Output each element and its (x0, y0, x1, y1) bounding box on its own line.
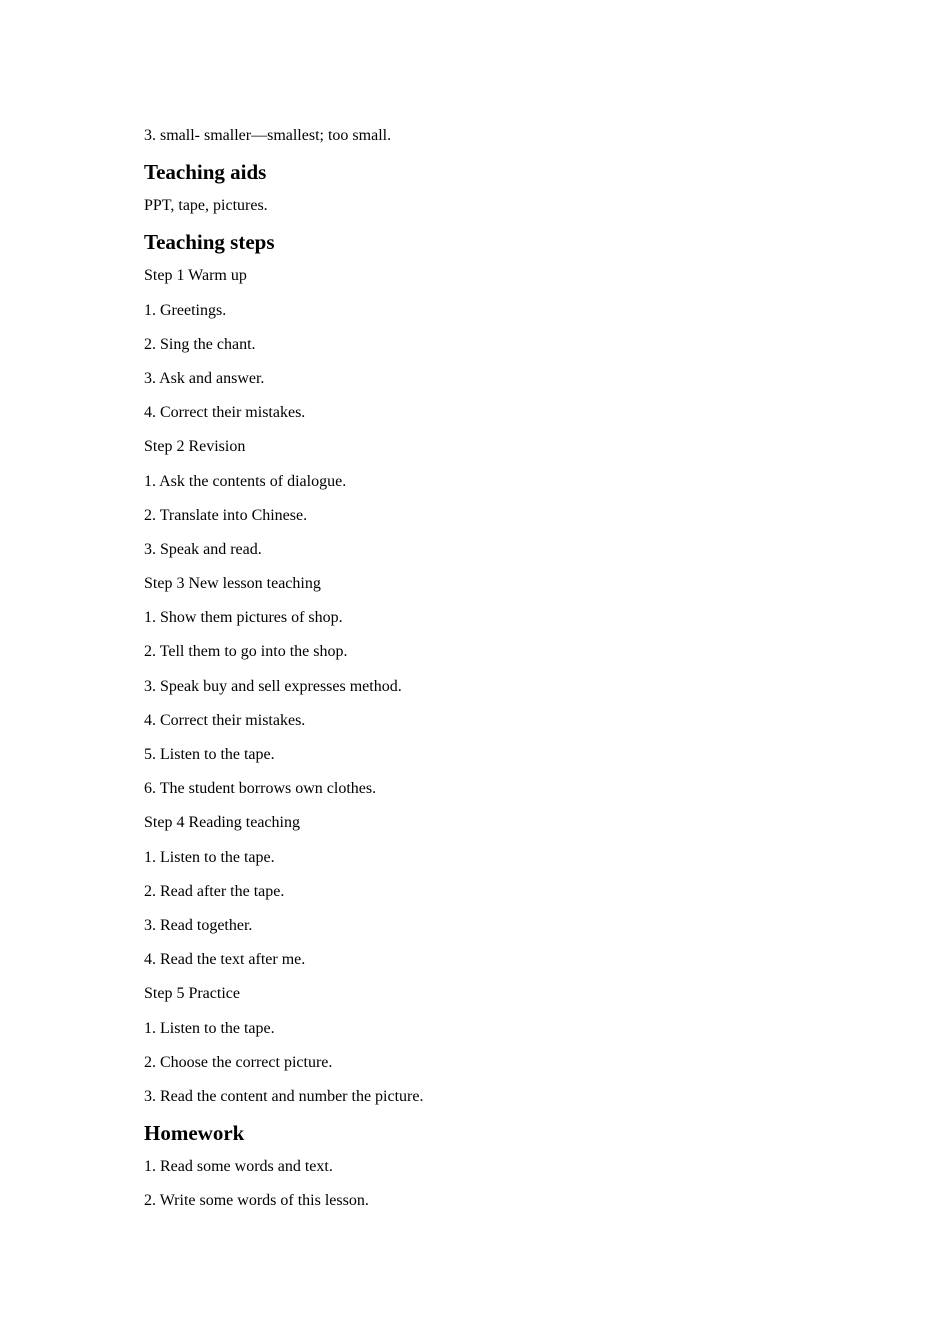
list-item: 1. Listen to the tape. (144, 848, 275, 866)
step-title: Step 1 Warm up (144, 267, 247, 285)
text-line: PPT, tape, pictures. (144, 197, 268, 215)
list-item: 3. Speak and read. (144, 540, 262, 558)
list-item: 2. Translate into Chinese. (144, 506, 308, 524)
list-item: 3. Ask and answer. (144, 369, 265, 387)
list-item: 5. Listen to the tape. (144, 746, 275, 763)
step-title: Step 4 Reading teaching (144, 814, 300, 832)
list-item: 1. Read some words and text. (144, 1158, 333, 1176)
list-item: 2. Tell them to go into the shop. (144, 643, 348, 661)
list-item: 3. Read together. (144, 916, 253, 934)
section-heading-teaching-steps: Teaching steps (144, 230, 275, 255)
list-item: 2. Choose the correct picture. (144, 1053, 333, 1071)
list-item: 2. Read after the tape. (144, 882, 285, 900)
list-item: 1. Ask the contents of dialogue. (144, 472, 347, 490)
list-item: 2. Sing the chant. (144, 335, 256, 353)
step-title: Step 5 Practice (144, 985, 240, 1003)
list-item: 1. Listen to the tape. (144, 1019, 275, 1037)
text-line: 3. small- smaller—smallest; too small. (144, 127, 392, 144)
list-item: 4. Read the text after me. (144, 951, 306, 969)
list-item: 3. Speak buy and sell expresses method. (144, 677, 402, 695)
document-page (144, 124, 824, 1223)
list-item: 4. Correct their mistakes. (144, 711, 306, 729)
list-item: 2. Write some words of this lesson. (144, 1192, 369, 1210)
list-item: 6. The student borrows own clothes. (144, 780, 377, 798)
step-title: Step 2 Revision (144, 438, 246, 456)
list-item: 1. Greetings. (144, 301, 227, 319)
list-item: 4. Correct their mistakes. (144, 404, 306, 422)
step-title: Step 3 New lesson teaching (144, 575, 321, 593)
section-heading-teaching-aids: Teaching aids (144, 160, 267, 185)
list-item: 1. Show them pictures of shop. (144, 609, 343, 627)
list-item: 3. Read the content and number the picture. (144, 1087, 424, 1105)
section-heading-homework: Homework (144, 1121, 245, 1146)
